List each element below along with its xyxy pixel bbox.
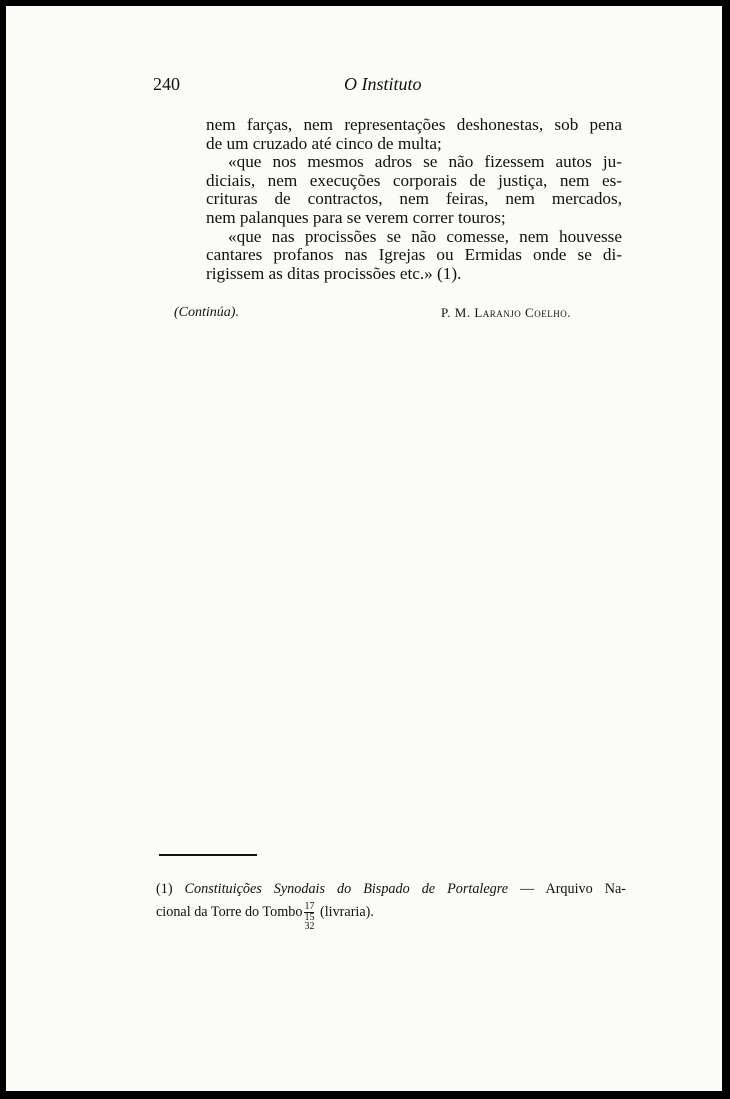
text-line: nem palanques para se verem correr touros; [206, 207, 506, 227]
shelfmark-numerator: 17 [304, 901, 315, 913]
text-line: «que nas procissões se não comesse, nem houvesse [228, 226, 622, 246]
paragraph [206, 153, 622, 227]
footnote-line [156, 901, 626, 933]
continued-note: (Continúa). [174, 305, 239, 320]
running-title: O Instituto [344, 74, 422, 94]
shelfmark-denominator: 32 [304, 921, 315, 933]
text-line: cantares profanos nas Igrejas ou Ermidas onde se di- [206, 245, 622, 265]
page-number: 240 [153, 74, 180, 94]
footnote-divider [159, 854, 257, 856]
text-line: diciais, nem execuções corporais de justiça, nem es- [206, 170, 622, 190]
shelfmark-fraction [304, 901, 315, 933]
page-header [6, 74, 722, 98]
footnote-text: (livraria). [316, 904, 374, 920]
footnote-marker: (1) [156, 881, 173, 897]
text-line: «que nos mesmos adros se não fizessem autos ju- [228, 152, 622, 172]
footnote-text: — Arquivo Na- [508, 881, 627, 897]
footnote-line [156, 878, 626, 901]
text-line: nem farças, nem representações deshonestas, sob pena [206, 115, 622, 134]
footnote [156, 878, 627, 933]
text-line: rigissem as ditas procissões etc.» (1). [206, 263, 462, 283]
text-line: de um cruzado até cinco de multa; [206, 133, 442, 153]
document-page [6, 6, 722, 1091]
footnote-text: cional da Torre do Tombo [156, 904, 303, 920]
footnote-source-title: Constituições Synodais do Bispado de Portalegre [184, 881, 509, 897]
signature-row [6, 305, 722, 325]
paragraph [206, 116, 622, 153]
text-line: crituras de contractos, nem feiras, nem mercados, [206, 189, 622, 209]
body-text [206, 116, 622, 283]
shelfmark-middle: 15 [304, 912, 315, 924]
paragraph [206, 228, 622, 284]
author-signature: P. M. Laranjo Coelho. [441, 305, 571, 320]
